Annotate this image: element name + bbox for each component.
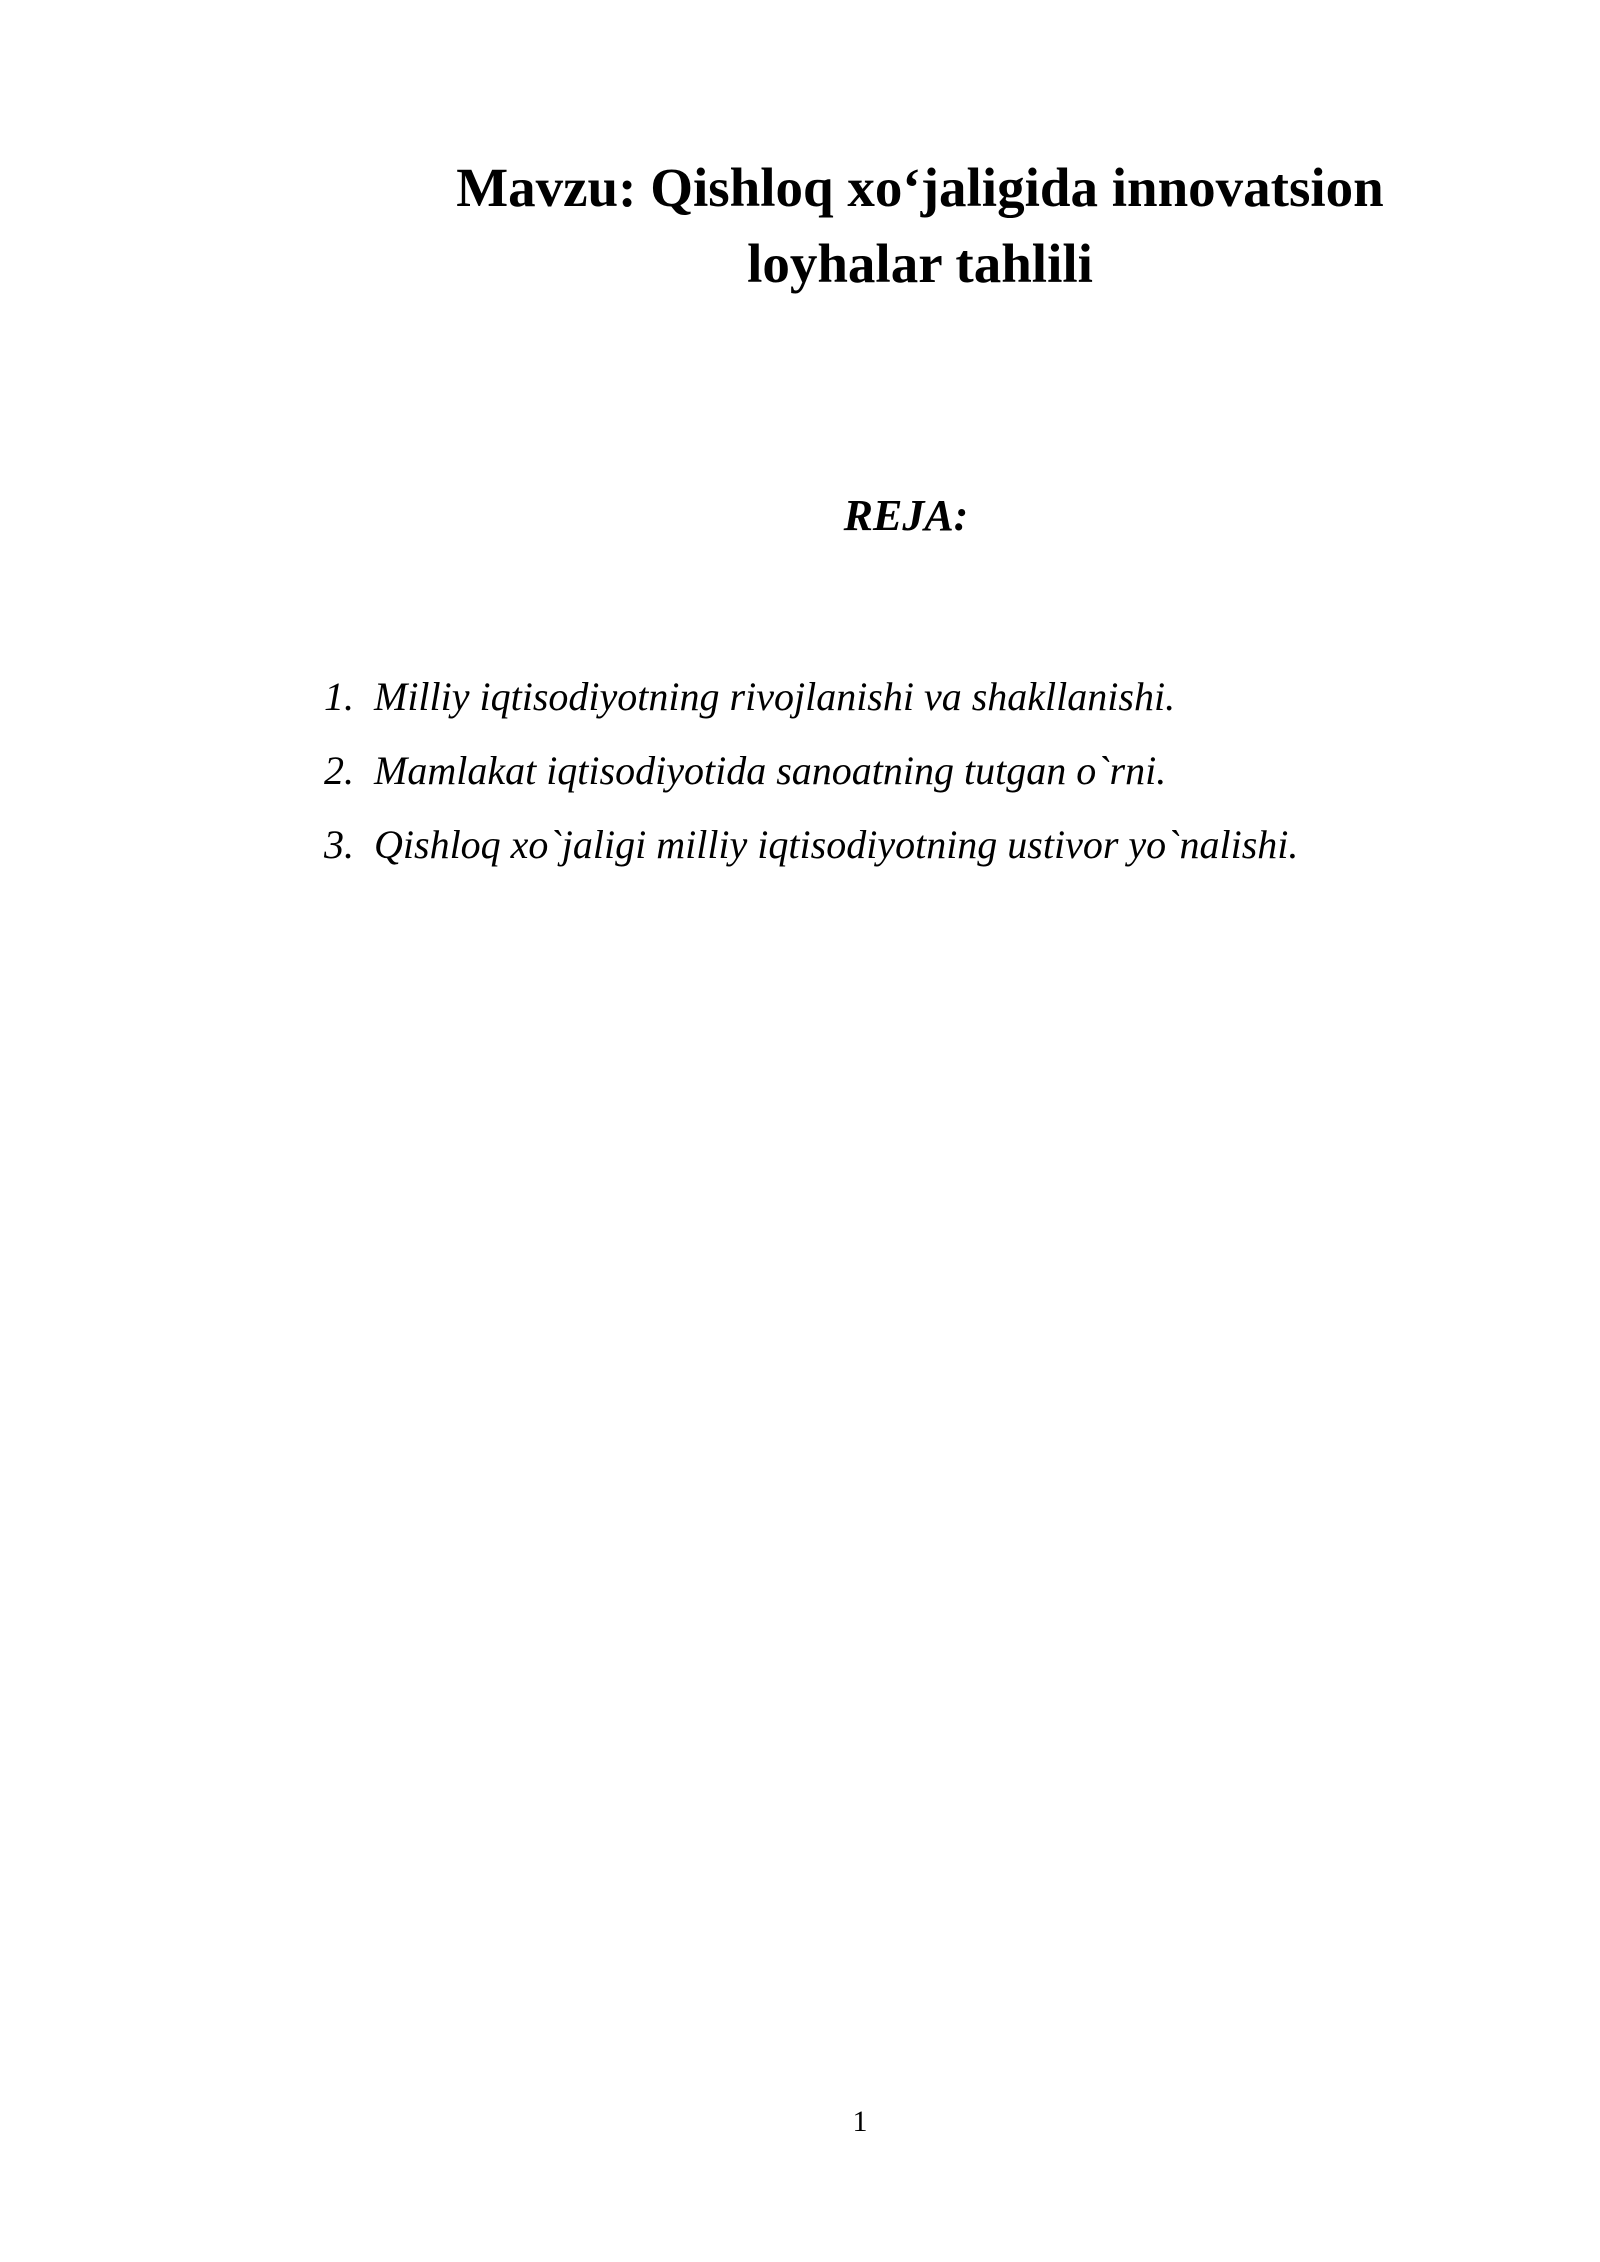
plan-item-text: Qishloq xo`jaligi milliy iqtisodiyotning ustivor yo`nalishi. bbox=[374, 822, 1299, 867]
plan-list bbox=[324, 660, 1524, 882]
plan-item-number: 1. bbox=[324, 674, 354, 719]
plan-item-text: Milliy iqtisodiyotning rivojlanishi va shakllanishi. bbox=[374, 674, 1176, 719]
page-title bbox=[330, 150, 1510, 302]
plan-item-number: 2. bbox=[324, 748, 354, 793]
plan-item bbox=[324, 734, 1524, 808]
plan-heading: REJA: bbox=[843, 491, 969, 540]
plan-item-text: Mamlakat iqtisodiyotida sanoatning tutgan o`rni. bbox=[374, 748, 1167, 793]
title-line-2: loyhalar tahlili bbox=[747, 233, 1093, 294]
page-number: 1 bbox=[852, 2105, 868, 2138]
plan-item bbox=[324, 660, 1524, 734]
plan-item bbox=[324, 808, 1524, 882]
title-line-1: Mavzu: Qishloq xo‘jaligida innovatsion bbox=[456, 157, 1384, 218]
plan-item-number: 3. bbox=[324, 822, 354, 867]
